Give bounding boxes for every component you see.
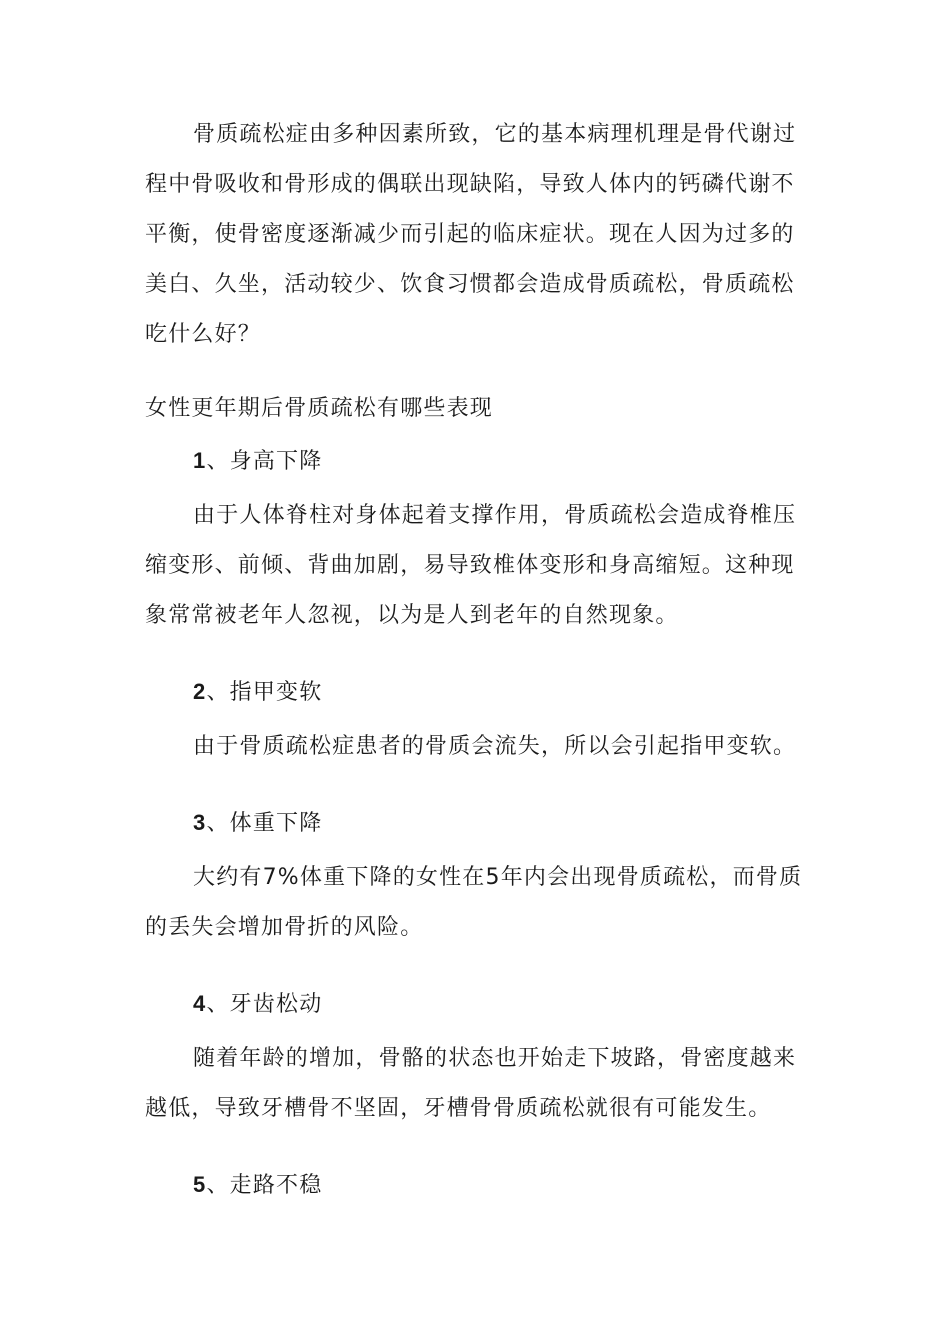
item-body-soft-nails: 由于骨质疏松症患者的骨质会流失，所以会引起指甲变软。 bbox=[193, 734, 797, 759]
item-separator: 、 bbox=[206, 680, 230, 705]
item-title: 走路不稳 bbox=[229, 1173, 323, 1198]
item-body-loose-teeth: 随着年龄的增加，骨骼的状态也开始走下坡路，骨密度越来越低，导致牙槽骨不坚固，牙槽骨骨质疏松就很有可能发生。 bbox=[145, 1046, 797, 1121]
item-title: 指甲变软 bbox=[229, 680, 323, 705]
item-number: 3 bbox=[193, 810, 207, 835]
item-heading-height-loss bbox=[145, 436, 807, 487]
item-heading-soft-nails bbox=[145, 667, 807, 718]
item-body-height-loss: 由于人体脊柱对身体起着支撑作用，骨质疏松会造成脊椎压缩变形、前倾、背曲加剧，易导致椎体变形和身高缩短。这种现象常常被老年人忽视，以为是人到老年的自然现象。 bbox=[145, 503, 797, 628]
item-number: 1 bbox=[193, 448, 207, 473]
item-heading-loose-teeth bbox=[145, 979, 807, 1030]
item-separator: 、 bbox=[206, 1173, 230, 1198]
item-body-weight-loss: 大约有7%体重下降的女性在5年内会出现骨质疏松，而骨质的丢失会增加骨折的风险。 bbox=[145, 865, 803, 940]
item-heading-unsteady-walking bbox=[145, 1160, 807, 1211]
intro-paragraph: 骨质疏松症由多种因素所致，它的基本病理机理是骨代谢过程中骨吸收和骨形成的偶联出现缺陷，导致人体内的钙磷代谢不平衡，使骨密度逐渐减少而引起的临床症状。现在人因为过多的美白、久坐，活动较少、饮食习惯都会造成骨质疏松，骨质疏松吃什么好？ bbox=[145, 122, 797, 347]
item-separator: 、 bbox=[206, 449, 230, 474]
item-heading-weight-loss bbox=[145, 798, 807, 849]
item-number: 5 bbox=[193, 1172, 207, 1197]
item-number: 2 bbox=[193, 679, 207, 704]
item-title: 身高下降 bbox=[229, 449, 323, 474]
item-separator: 、 bbox=[206, 811, 230, 836]
item-separator: 、 bbox=[206, 992, 230, 1017]
item-title: 体重下降 bbox=[229, 811, 323, 836]
item-number: 4 bbox=[193, 991, 207, 1016]
item-title: 牙齿松动 bbox=[229, 992, 323, 1017]
document-body bbox=[145, 110, 807, 1215]
section-heading: 女性更年期后骨质疏松有哪些表现 bbox=[145, 396, 494, 421]
